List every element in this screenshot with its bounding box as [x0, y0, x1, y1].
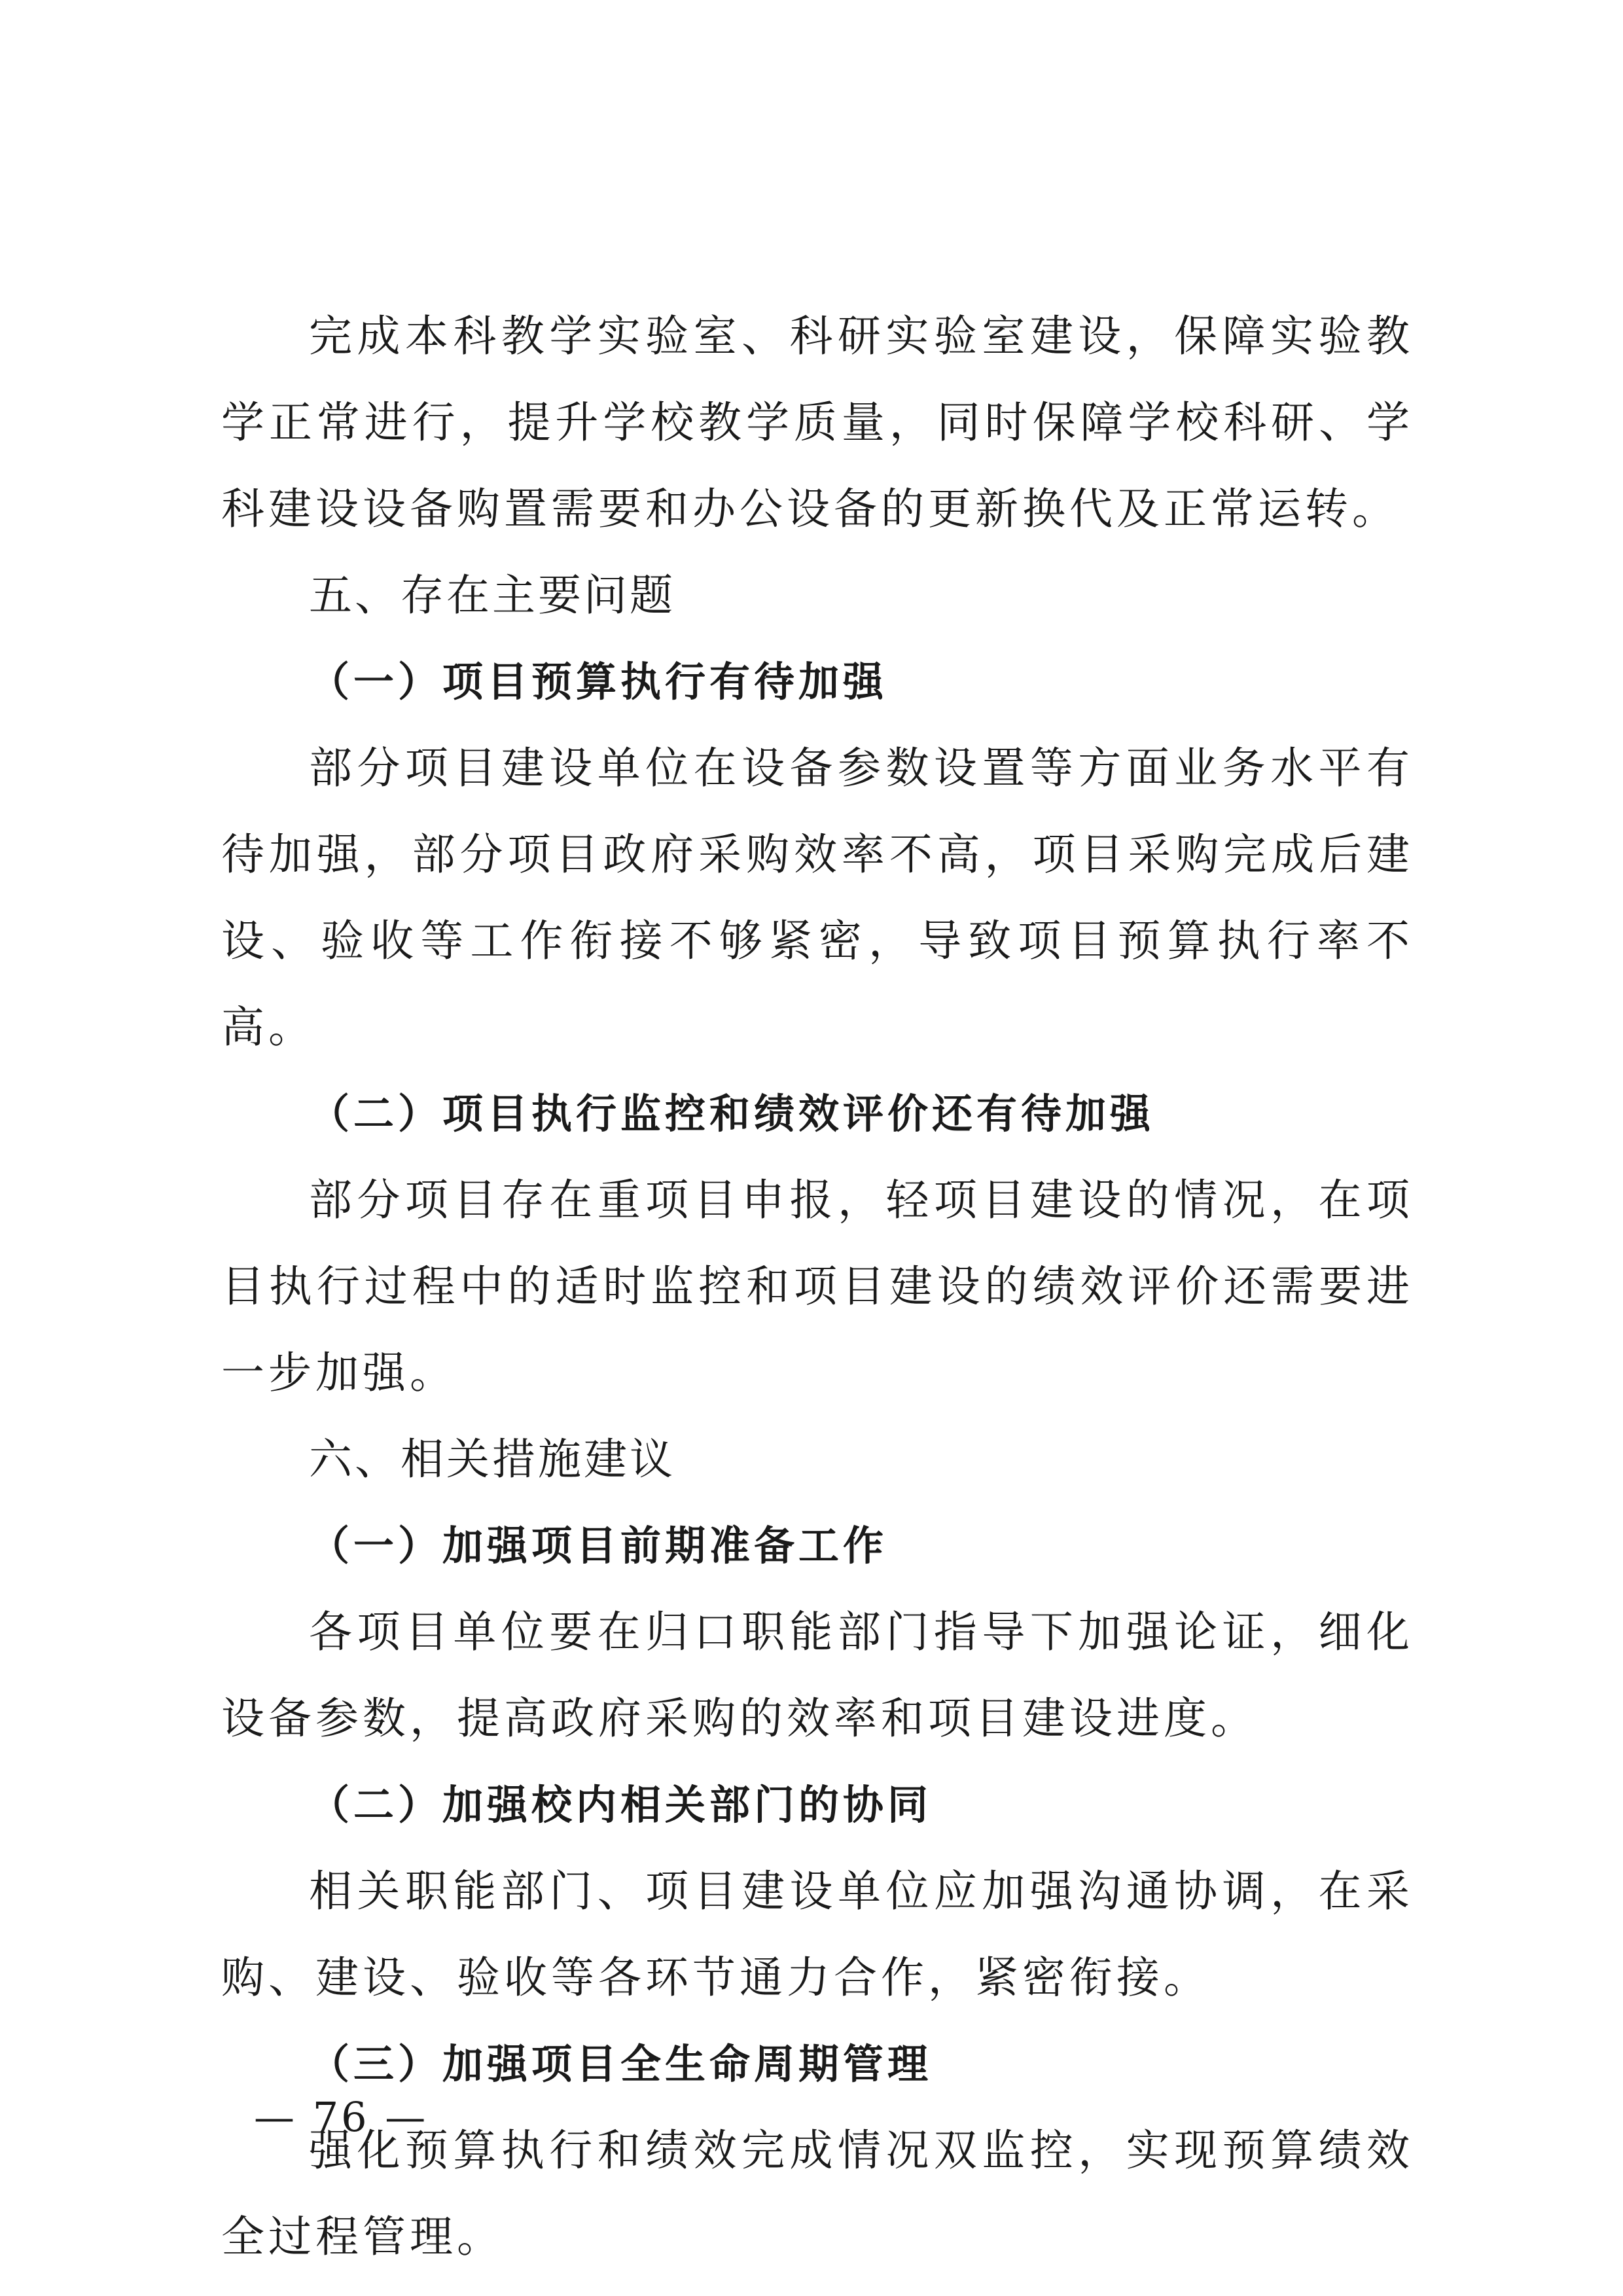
paragraph: 部分项目存在重项目申报，轻项目建设的情况，在项目执行过程中的适时监控和项目建设的绩效评价还需要进一步加强。 — [221, 1175, 1414, 1398]
paragraph: 部分项目建设单位在设备参数设置等方面业务水平有待加强，部分项目政府采购效率不高，项目采购完成后建设、验收等工作衔接不够紧密，导致项目预算执行率不高。 — [221, 743, 1414, 1052]
subsection-heading: （二）项目执行监控和绩效评价还有待加强 — [309, 1090, 1155, 1138]
section-heading: 六、相关措施建议 — [309, 1434, 675, 1484]
subsection-heading: （三）加强项目全生命周期管理 — [309, 2040, 933, 2088]
subsection-heading: （一）加强项目前期准备工作 — [309, 1522, 888, 1570]
paragraph: 相关职能部门、项目建设单位应加强沟通协调，在采购、建设、验收等各环节通力合作，紧密衔接。 — [221, 1866, 1414, 2003]
subsection-heading: （二）加强校内相关部门的协同 — [309, 1781, 933, 1829]
section-heading: 五、存在主要问题 — [309, 570, 675, 620]
page-body — [221, 293, 1414, 2280]
page-number: — 76 — — [254, 2093, 429, 2141]
paragraph: 完成本科教学实验室、科研实验室建设，保障实验教学正常进行，提升学校教学质量，同时保障学校科研、学科建设设备购置需要和办公设备的更新换代及正常运转。 — [221, 311, 1414, 534]
subsection-heading: （一）项目预算执行有待加强 — [309, 658, 888, 706]
paragraph: 各项目单位要在归口职能部门指导下加强论证，细化设备参数，提高政府采购的效率和项目建设进度。 — [221, 1607, 1414, 1744]
paragraph: 强化预算执行和绩效完成情况双监控，实现预算绩效全过程管理。 — [221, 2125, 1414, 2262]
